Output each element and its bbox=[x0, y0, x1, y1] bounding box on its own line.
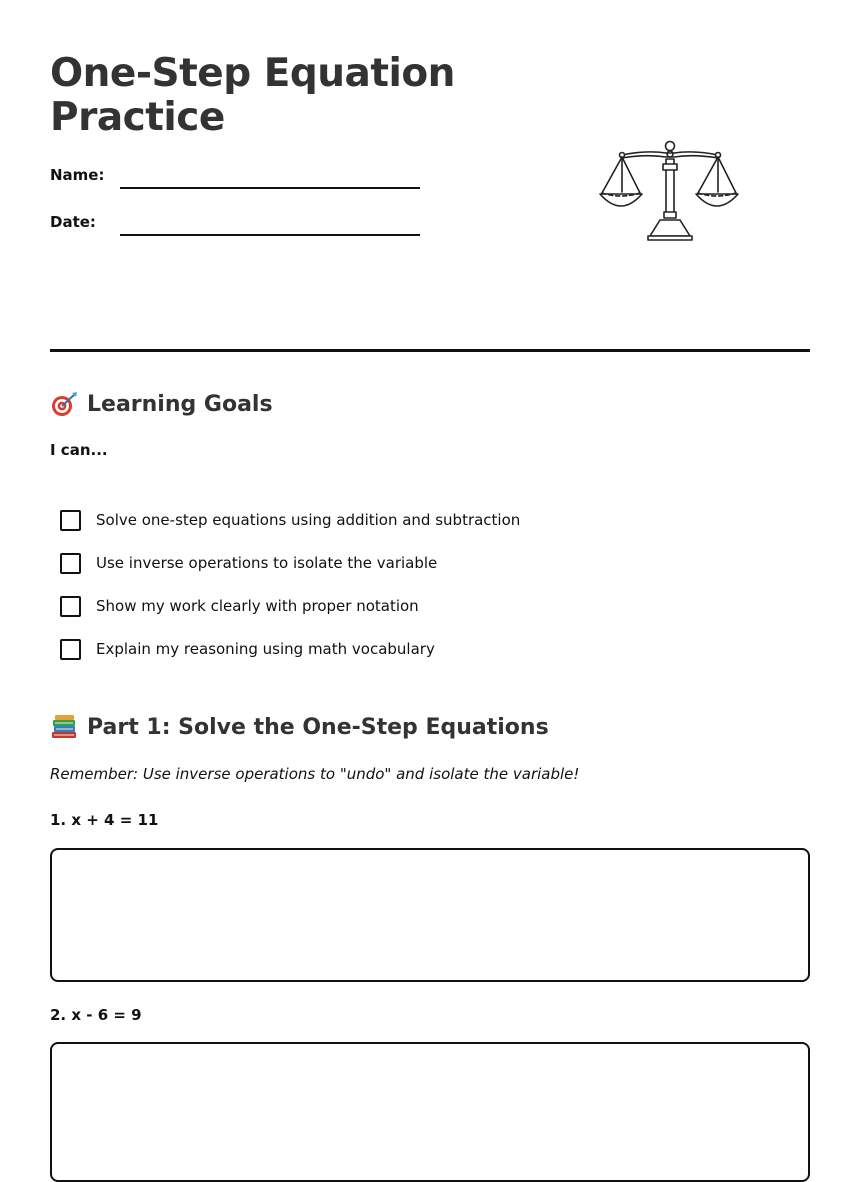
goals-intro: I can... bbox=[50, 441, 108, 459]
balance-scale-image bbox=[536, 58, 802, 250]
problem-label: 2. x - 6 = 9 bbox=[50, 1006, 142, 1024]
date-label: Date: bbox=[50, 213, 96, 231]
goal-text: Solve one-step equations using addition and subtraction bbox=[96, 511, 521, 529]
goal-checkbox[interactable] bbox=[60, 639, 81, 660]
reminder-text: Remember: Use inverse operations to "undo" and isolate the variable! bbox=[50, 765, 580, 783]
goal-item[interactable] bbox=[60, 551, 437, 575]
part1-title: Part 1: Solve the One-Step Equations bbox=[87, 714, 549, 740]
goal-item[interactable] bbox=[60, 594, 419, 618]
name-label: Name: bbox=[50, 166, 105, 184]
date-field[interactable] bbox=[120, 234, 420, 236]
answer-box[interactable] bbox=[50, 1042, 810, 1182]
goal-checkbox[interactable] bbox=[60, 596, 81, 617]
learning-goals-heading bbox=[50, 390, 273, 418]
goal-text: Show my work clearly with proper notation bbox=[96, 597, 419, 615]
goal-checkbox[interactable] bbox=[60, 510, 81, 531]
target-icon bbox=[50, 390, 78, 418]
books-icon bbox=[50, 713, 78, 741]
problem-label: 1. x + 4 = 11 bbox=[50, 811, 159, 829]
goal-item[interactable] bbox=[60, 637, 435, 661]
goal-item[interactable] bbox=[60, 508, 520, 532]
header-divider bbox=[50, 349, 810, 352]
goal-checkbox[interactable] bbox=[60, 553, 81, 574]
page-title: One-Step Equation Practice bbox=[50, 51, 455, 140]
goal-text: Use inverse operations to isolate the variable bbox=[96, 554, 438, 572]
learning-goals-title: Learning Goals bbox=[87, 391, 273, 417]
balance-scale-icon bbox=[536, 58, 802, 250]
part1-heading bbox=[50, 713, 549, 741]
goal-text: Explain my reasoning using math vocabulary bbox=[96, 640, 435, 658]
answer-box[interactable] bbox=[50, 848, 810, 982]
name-field[interactable] bbox=[120, 187, 420, 189]
